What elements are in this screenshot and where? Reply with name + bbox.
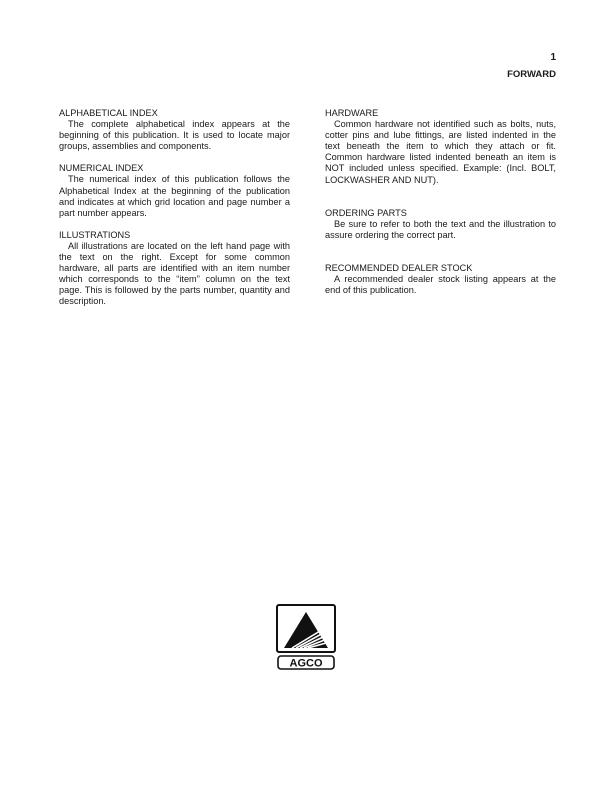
section-body: The complete alphabetical index appears at the beginning of this publication. It is used to locate major groups, assemblies and components. [59, 119, 290, 152]
section-illustrations [59, 230, 290, 308]
page-number: 1 [550, 52, 556, 63]
page-title: FORWARD [507, 69, 556, 80]
section-hardware [325, 108, 556, 186]
section-heading: ORDERING PARTS [325, 207, 407, 218]
section-body: Be sure to refer to both the text and the illustration to assure ordering the correct part. [325, 218, 556, 240]
section-heading: NUMERICAL INDEX [59, 163, 144, 174]
agco-triangle-logo-icon [276, 604, 336, 670]
section-heading: HARDWARE [325, 108, 379, 118]
section-body: The numerical index of this publication follows the Alphabetical Index at the beginning of the publication and indicates at which grid location and page number a part number appears. [59, 174, 290, 218]
section-alphabetical-index [59, 108, 290, 152]
section-body: A recommended dealer stock listing appears at the end of this publication. [325, 274, 556, 296]
right-column [325, 108, 556, 296]
section-heading: ALPHABETICAL INDEX [59, 108, 158, 118]
section-body: Common hardware not identified such as bolts, nuts, cotter pins and lube fittings, are listed indented in the text beneath the item to which they attach or fit. Common hardware listed indented beneath an item is NOT included unless specified. Example: (Incl. BOLT, LOCKWASHER AND NUT). [325, 119, 556, 185]
logo-text: AGCO [289, 657, 323, 670]
section-numerical-index [59, 163, 290, 218]
section-heading: RECOMMENDED DEALER STOCK [325, 262, 473, 273]
section-body: All illustrations are located on the left hand page with the text on the right. Except for some common hardware, all parts are identified with an item number which corresponds to the “item” column on the text page. This is followed by the parts number, quantity and description. [59, 240, 290, 307]
section-heading: ILLUSTRATIONS [59, 229, 131, 240]
section-recommended-dealer-stock [325, 263, 556, 296]
section-ordering-parts [325, 208, 556, 241]
left-column [59, 108, 290, 308]
agco-logo [276, 604, 336, 670]
